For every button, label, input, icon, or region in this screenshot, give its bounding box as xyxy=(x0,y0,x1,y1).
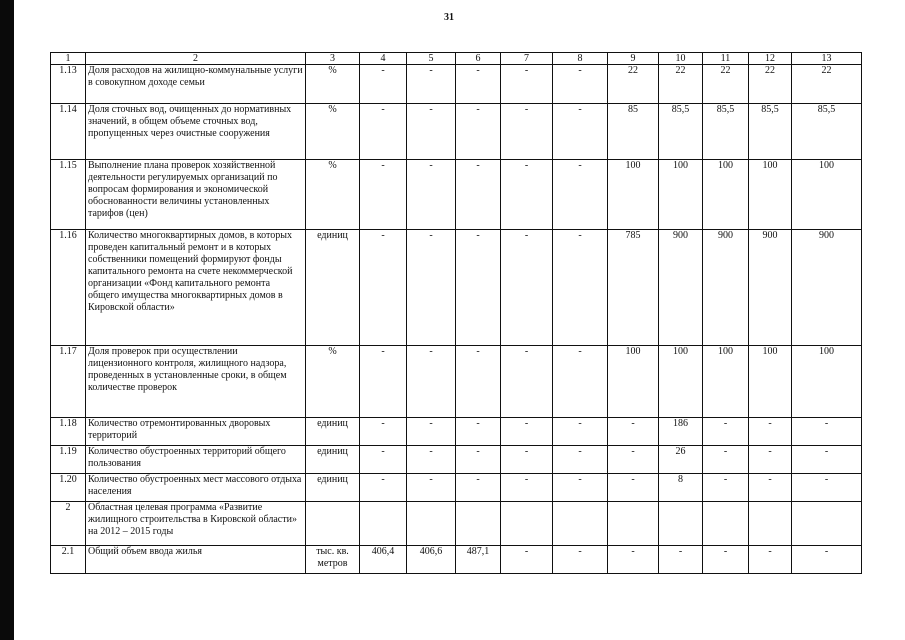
value-cell: - xyxy=(553,418,608,446)
value-cell: - xyxy=(608,418,659,446)
value-cell: 900 xyxy=(659,230,703,346)
value-cell: - xyxy=(360,446,407,474)
value-cell: - xyxy=(407,160,456,230)
row-unit: тыс. кв. метров xyxy=(306,546,360,574)
value-cell: 406,4 xyxy=(360,546,407,574)
value-cell: - xyxy=(749,418,792,446)
table-row xyxy=(51,546,862,574)
header-cell: 13 xyxy=(792,53,862,65)
row-number: 1.16 xyxy=(51,230,86,346)
row-number: 2 xyxy=(51,502,86,546)
value-cell: - xyxy=(749,474,792,502)
value-cell xyxy=(456,502,501,546)
table-row xyxy=(51,230,862,346)
value-cell: - xyxy=(792,418,862,446)
value-cell: - xyxy=(749,546,792,574)
value-cell: - xyxy=(456,65,501,104)
value-cell: - xyxy=(608,474,659,502)
header-cell: 12 xyxy=(749,53,792,65)
value-cell: 85,5 xyxy=(703,104,749,160)
value-cell: 100 xyxy=(703,346,749,418)
value-cell: - xyxy=(501,346,553,418)
value-cell xyxy=(703,502,749,546)
value-cell: - xyxy=(749,446,792,474)
value-cell: 100 xyxy=(749,160,792,230)
row-description: Доля расходов на жилищно-коммунальные услуги в совокупном доходе семьи xyxy=(86,65,306,104)
value-cell: - xyxy=(456,104,501,160)
table-row xyxy=(51,104,862,160)
value-cell: - xyxy=(407,346,456,418)
value-cell: - xyxy=(456,230,501,346)
table-row xyxy=(51,160,862,230)
row-number: 1.20 xyxy=(51,474,86,502)
row-description: Доля сточных вод, очищенных до нормативных значений, в общем объеме сточных вод, пропущенных через очистные сооружения xyxy=(86,104,306,160)
value-cell: 186 xyxy=(659,418,703,446)
value-cell: 100 xyxy=(608,160,659,230)
header-cell: 7 xyxy=(501,53,553,65)
value-cell: - xyxy=(360,418,407,446)
row-unit: единиц xyxy=(306,418,360,446)
value-cell: - xyxy=(501,446,553,474)
row-number: 2.1 xyxy=(51,546,86,574)
value-cell: 406,6 xyxy=(407,546,456,574)
value-cell: - xyxy=(456,160,501,230)
value-cell: - xyxy=(407,474,456,502)
header-cell: 5 xyxy=(407,53,456,65)
header-cell: 2 xyxy=(86,53,306,65)
value-cell: - xyxy=(407,446,456,474)
row-unit: единиц xyxy=(306,474,360,502)
value-cell: 100 xyxy=(792,346,862,418)
value-cell: - xyxy=(553,474,608,502)
header-cell: 1 xyxy=(51,53,86,65)
row-unit: единиц xyxy=(306,446,360,474)
value-cell: - xyxy=(553,346,608,418)
value-cell: - xyxy=(501,230,553,346)
value-cell: - xyxy=(703,546,749,574)
value-cell: - xyxy=(501,160,553,230)
value-cell: - xyxy=(407,104,456,160)
value-cell: 100 xyxy=(749,346,792,418)
value-cell xyxy=(407,502,456,546)
row-description: Выполнение плана проверок хозяйственной деятельности регулируемых организаций по вопросам формирования и экономической обоснованности величины установленных тарифов (цен) xyxy=(86,160,306,230)
value-cell: - xyxy=(501,418,553,446)
row-description: Доля проверок при осуществлении лицензионного контроля, жилищного надзора, проведенных в установленные сроки, в общем количестве проверок xyxy=(86,346,306,418)
value-cell: - xyxy=(703,474,749,502)
value-cell: 22 xyxy=(608,65,659,104)
value-cell: - xyxy=(407,65,456,104)
header-cell: 3 xyxy=(306,53,360,65)
value-cell xyxy=(792,502,862,546)
row-number: 1.17 xyxy=(51,346,86,418)
row-unit: % xyxy=(306,346,360,418)
value-cell: 100 xyxy=(659,346,703,418)
value-cell: - xyxy=(360,104,407,160)
value-cell: - xyxy=(553,446,608,474)
value-cell: - xyxy=(501,474,553,502)
value-cell: 22 xyxy=(703,65,749,104)
table-row xyxy=(51,346,862,418)
value-cell: 900 xyxy=(703,230,749,346)
table-row xyxy=(51,502,862,546)
value-cell: - xyxy=(608,446,659,474)
row-unit xyxy=(306,502,360,546)
value-cell: - xyxy=(703,418,749,446)
value-cell: - xyxy=(792,474,862,502)
value-cell xyxy=(608,502,659,546)
value-cell: - xyxy=(360,230,407,346)
table-row xyxy=(51,65,862,104)
value-cell: - xyxy=(360,346,407,418)
value-cell: - xyxy=(501,104,553,160)
value-cell: - xyxy=(703,446,749,474)
value-cell: - xyxy=(407,418,456,446)
value-cell: 85,5 xyxy=(659,104,703,160)
value-cell: - xyxy=(553,230,608,346)
row-unit: единиц xyxy=(306,230,360,346)
value-cell: - xyxy=(553,546,608,574)
value-cell: - xyxy=(456,474,501,502)
row-description: Областная целевая программа «Развитие жилищного строительства в Кировской области» на 2012 – 2015 годы xyxy=(86,502,306,546)
value-cell: - xyxy=(659,546,703,574)
row-number: 1.15 xyxy=(51,160,86,230)
value-cell: 8 xyxy=(659,474,703,502)
row-description: Количество многоквартирных домов, в которых проведен капитальный ремонт и в которых собственники помещений формируют фонды капитального ремонта на счете некоммерческой организации «Фонд капитального ремонта общего имущества многоквартирных домов в Кировской области» xyxy=(86,230,306,346)
row-unit: % xyxy=(306,104,360,160)
value-cell: - xyxy=(360,65,407,104)
value-cell: 487,1 xyxy=(456,546,501,574)
table-row xyxy=(51,418,862,446)
value-cell: 85,5 xyxy=(792,104,862,160)
row-description: Количество отремонтированных дворовых территорий xyxy=(86,418,306,446)
row-number: 1.18 xyxy=(51,418,86,446)
row-unit: % xyxy=(306,65,360,104)
value-cell: 22 xyxy=(659,65,703,104)
header-cell: 9 xyxy=(608,53,659,65)
header-row xyxy=(51,53,862,65)
value-cell: 100 xyxy=(659,160,703,230)
page-number: 31 xyxy=(444,12,454,23)
row-description: Количество обустроенных мест массового отдыха населения xyxy=(86,474,306,502)
value-cell: - xyxy=(553,65,608,104)
row-description: Количество обустроенных территорий общего пользования xyxy=(86,446,306,474)
value-cell: 85,5 xyxy=(749,104,792,160)
header-cell: 4 xyxy=(360,53,407,65)
value-cell xyxy=(749,502,792,546)
value-cell: - xyxy=(456,418,501,446)
value-cell: 100 xyxy=(792,160,862,230)
table-row xyxy=(51,446,862,474)
value-cell xyxy=(659,502,703,546)
value-cell: - xyxy=(360,160,407,230)
header-cell: 11 xyxy=(703,53,749,65)
value-cell: 100 xyxy=(608,346,659,418)
value-cell xyxy=(360,502,407,546)
header-cell: 10 xyxy=(659,53,703,65)
value-cell: - xyxy=(792,546,862,574)
value-cell xyxy=(553,502,608,546)
value-cell: 22 xyxy=(749,65,792,104)
value-cell: - xyxy=(608,546,659,574)
value-cell: 22 xyxy=(792,65,862,104)
header-cell: 6 xyxy=(456,53,501,65)
value-cell: 100 xyxy=(703,160,749,230)
value-cell: - xyxy=(456,346,501,418)
scan-edge-bar xyxy=(0,0,14,640)
table-row xyxy=(51,474,862,502)
value-cell: 85 xyxy=(608,104,659,160)
row-number: 1.13 xyxy=(51,65,86,104)
value-cell: - xyxy=(553,160,608,230)
row-number: 1.19 xyxy=(51,446,86,474)
value-cell: 900 xyxy=(792,230,862,346)
value-cell: - xyxy=(792,446,862,474)
value-cell: - xyxy=(501,546,553,574)
value-cell: - xyxy=(501,65,553,104)
value-cell: - xyxy=(407,230,456,346)
value-cell xyxy=(501,502,553,546)
indicator-table xyxy=(50,52,862,574)
indicator-table-wrapper xyxy=(50,52,861,574)
value-cell: - xyxy=(360,474,407,502)
value-cell: - xyxy=(553,104,608,160)
value-cell: 26 xyxy=(659,446,703,474)
row-number: 1.14 xyxy=(51,104,86,160)
value-cell: - xyxy=(456,446,501,474)
value-cell: 900 xyxy=(749,230,792,346)
row-unit: % xyxy=(306,160,360,230)
row-description: Общий объем ввода жилья xyxy=(86,546,306,574)
value-cell: 785 xyxy=(608,230,659,346)
header-cell: 8 xyxy=(553,53,608,65)
